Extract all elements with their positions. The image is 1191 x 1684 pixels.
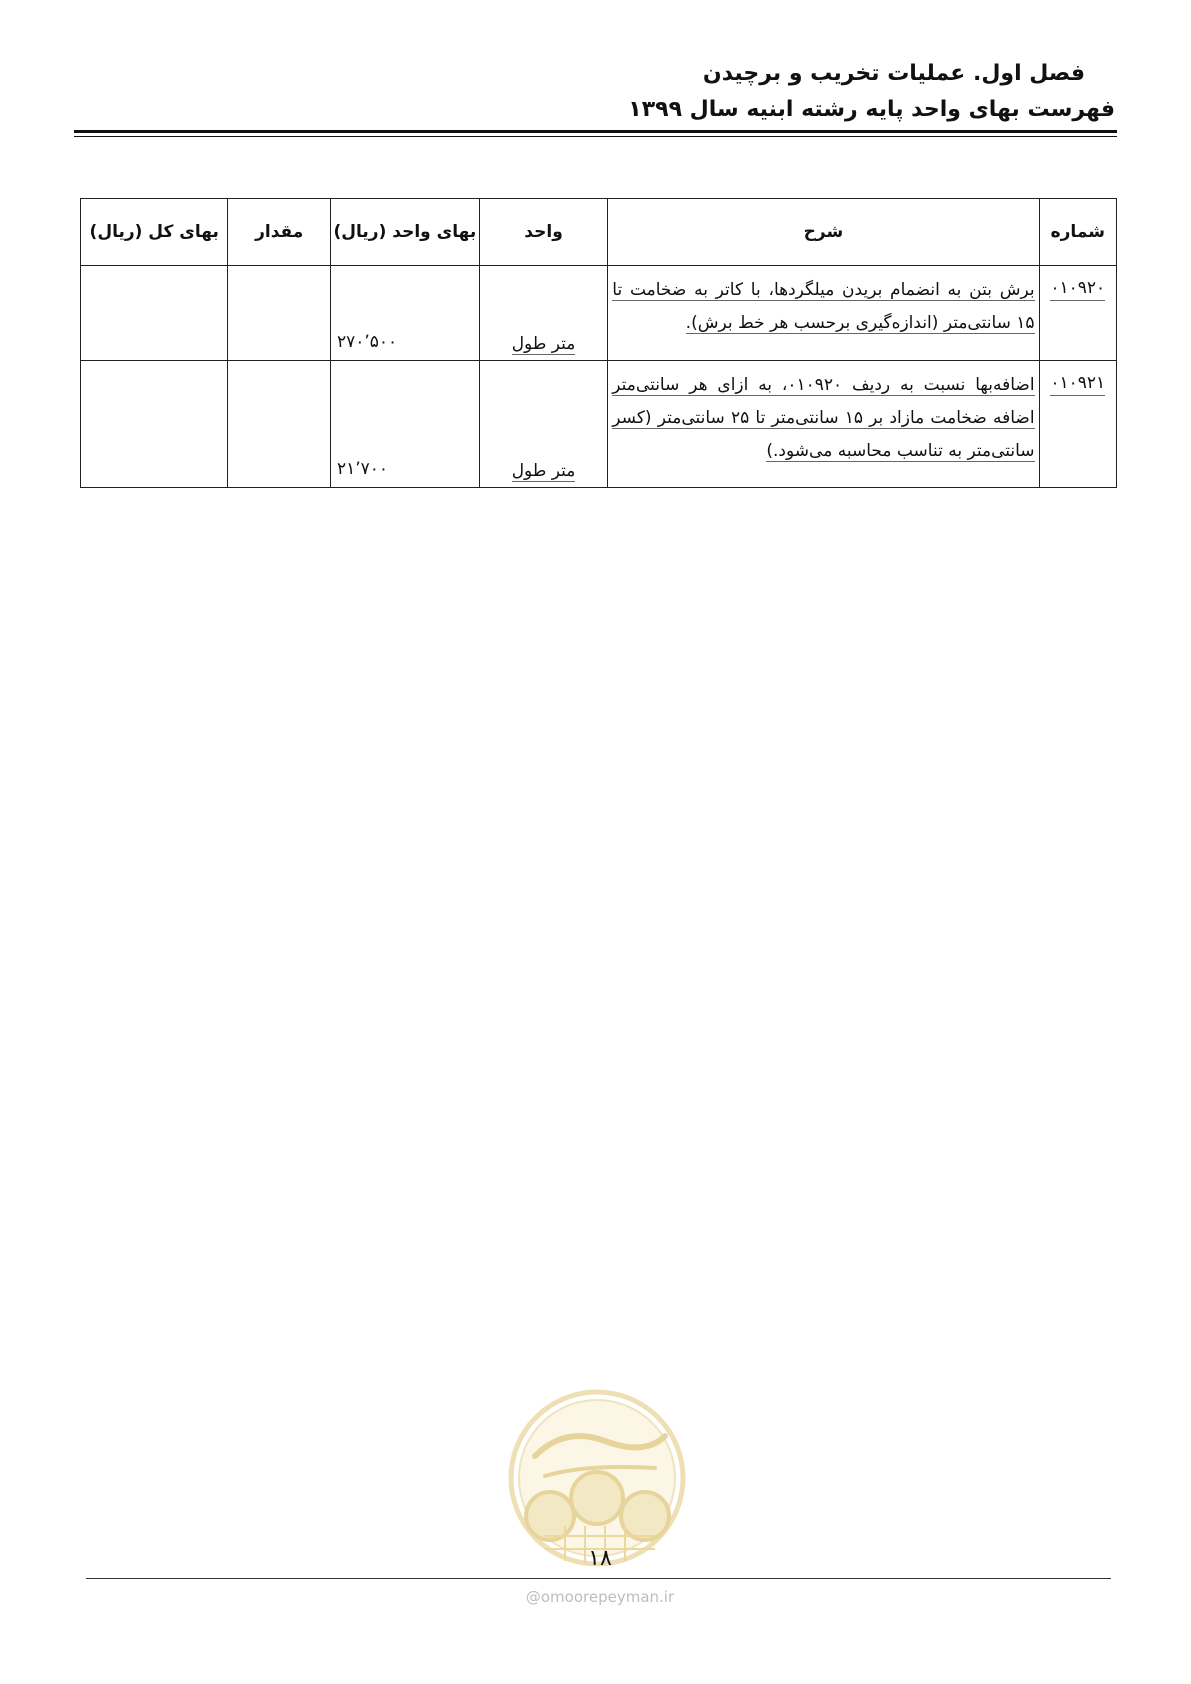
row-total-price: [81, 266, 228, 361]
omoore-peyman-watermark-logo: [505, 1386, 690, 1571]
row-description-cell: [608, 266, 1039, 361]
table-header-row: [81, 199, 1117, 266]
row-number: ۰۱۰۹۲۱: [1050, 373, 1105, 396]
header-quantity: مقدار: [228, 199, 331, 266]
row-unit-cell: [479, 266, 608, 361]
page-number: ۱۸: [588, 1546, 612, 1571]
row-unit: متر طول: [511, 461, 576, 481]
row-number-cell: [1039, 361, 1116, 488]
header-number: شماره: [1039, 199, 1116, 266]
row-unit-price: ۲۱٬۷۰۰: [330, 361, 479, 488]
row-description: برش بتن به انضمام بریدن میلگردها، با کاتر به ضخامت تا ۱۵ سانتی‌متر (اندازه‌گیری برحسب هر خط برش).: [612, 280, 1035, 333]
row-unit: متر طول: [511, 334, 576, 354]
header-rule-thin: [74, 136, 1117, 137]
row-description-cell: [608, 361, 1039, 488]
header-rule-thick: [74, 130, 1117, 133]
table-row: [81, 361, 1117, 488]
row-unit-price: ۲۷۰٬۵۰۰: [330, 266, 479, 361]
footer-rule: [86, 1578, 1111, 1579]
website-watermark: @omoorepeyman.ir: [525, 1588, 675, 1606]
row-quantity: [228, 266, 331, 361]
chapter-title: فصل اول. عملیات تخریب و برچیدن: [702, 61, 1085, 86]
row-description: اضافه‌بها نسبت به ردیف ۰۱۰۹۲۰، به ازای هر سانتی‌متر اضافه ضخامت مازاد بر ۱۵ سانتی‌متر تا ۲۵ سانتی‌متر (کسر سانتی‌متر به تناسب محاسبه می‌شود.): [612, 375, 1035, 461]
table-row: [81, 266, 1117, 361]
row-total-price: [81, 361, 228, 488]
header-description: شرح: [608, 199, 1039, 266]
page-header: [628, 56, 1115, 128]
header-total-price: بهای کل (ریال): [81, 199, 228, 266]
row-number-cell: [1039, 266, 1116, 361]
price-list-title: فهرست بهای واحد پایه رشته ابنیه سال ۱۳۹۹: [628, 97, 1115, 122]
row-unit-cell: [479, 361, 608, 488]
header-unit-price: بهای واحد (ریال): [330, 199, 479, 266]
header-unit: واحد: [479, 199, 608, 266]
row-number: ۰۱۰۹۲۰: [1050, 278, 1105, 301]
row-quantity: [228, 361, 331, 488]
price-table: [80, 198, 1117, 488]
